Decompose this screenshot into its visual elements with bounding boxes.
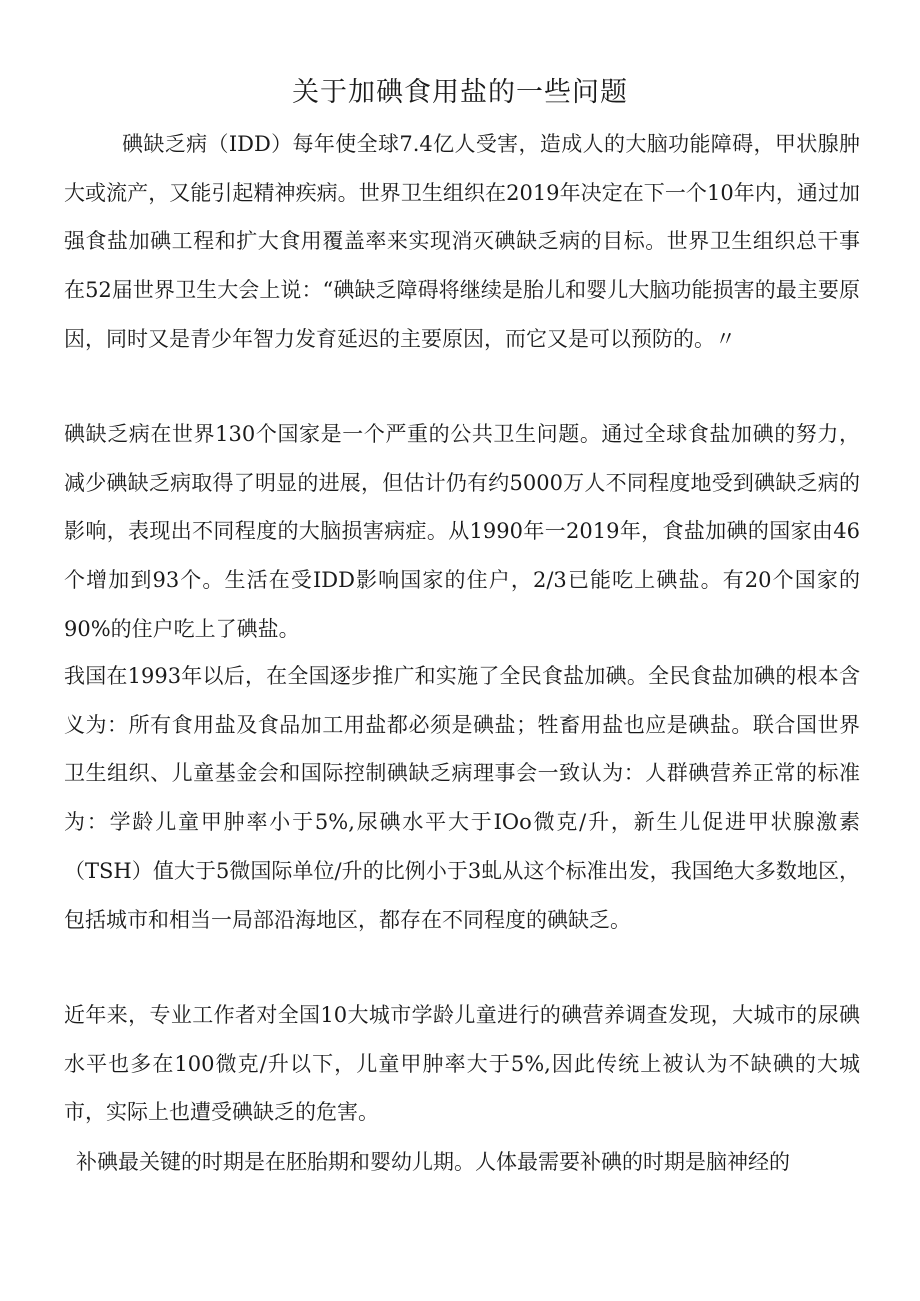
paragraph-city-survey: 近年来，专业工作者对全国10大城市学龄儿童进行的碘营养调查发现，大城市的尿碘水平也多在100微克/升以下，儿童甲肿率大于5%,因此传统上被认为不缺碘的大城市，实际上也遭受碘缺乏的危害。 [64,1003,860,1125]
document-title: 关于加碘食用盐的一些问题 [292,77,628,108]
paragraph-critical-period: 补碘最关键的时期是在胚胎期和婴幼儿期。人体最需要补碘的时期是脑神经的 [76,1150,790,1174]
paragraph-china-policy: 我国在1993年以后，在全国逐步推广和实施了全民食盐加碘。全民食盐加碘的根本含义为：所有食用盐及食品加工用盐都必须是碘盐；牲畜用盐也应是碘盐。联合国世界卫生组织、儿童基金会和国际控制碘缺乏病理事会一致认为：人群碘营养正常的标准为：学龄儿童甲肿率小于5%,尿碘水平大于IOo微克/升，新生儿促进甲状腺激素（TSH）值大于5微国际单位/升的比例小于3虬从这个标准出发，我国绝大多数地区，包括城市和相当一局部沿海地区，都存在不同程度的碘缺乏。 [64,664,860,932]
paragraph-global-progress: 碘缺乏病在世界130个国家是一个严重的公共卫生问题。通过全球食盐加碘的努力，减少碘缺乏病取得了明显的进展，但估计仍有约5000万人不同程度地受到碘缺乏病的影响，表现出不同程度的大脑损害病症。从1990年一2019年，食盐加碘的国家由46个增加到93个。生活在受IDD影响国家的住户，2/3已能吃上碘盐。有20个国家的90%的住户吃上了碘盐。 [64,422,860,641]
paragraph-idd-overview: 碘缺乏病（IDD）每年使全球7.4亿人受害，造成人的大脑功能障碍，甲状腺肿大或流产，又能引起精神疾病。世界卫生组织在2019年决定在下一个10年内，通过加强食盐加碘工程和扩大食用覆盖率来实现消灭碘缺乏病的目标。世界卫生组织总干事在52届世界卫生大会上说：“碘缺乏障碍将继续是胎儿和婴儿大脑功能损害的最主要原因，同时又是青少年智力发育延迟的主要原因，而它又是可以预防的。〃 [64,132,860,351]
